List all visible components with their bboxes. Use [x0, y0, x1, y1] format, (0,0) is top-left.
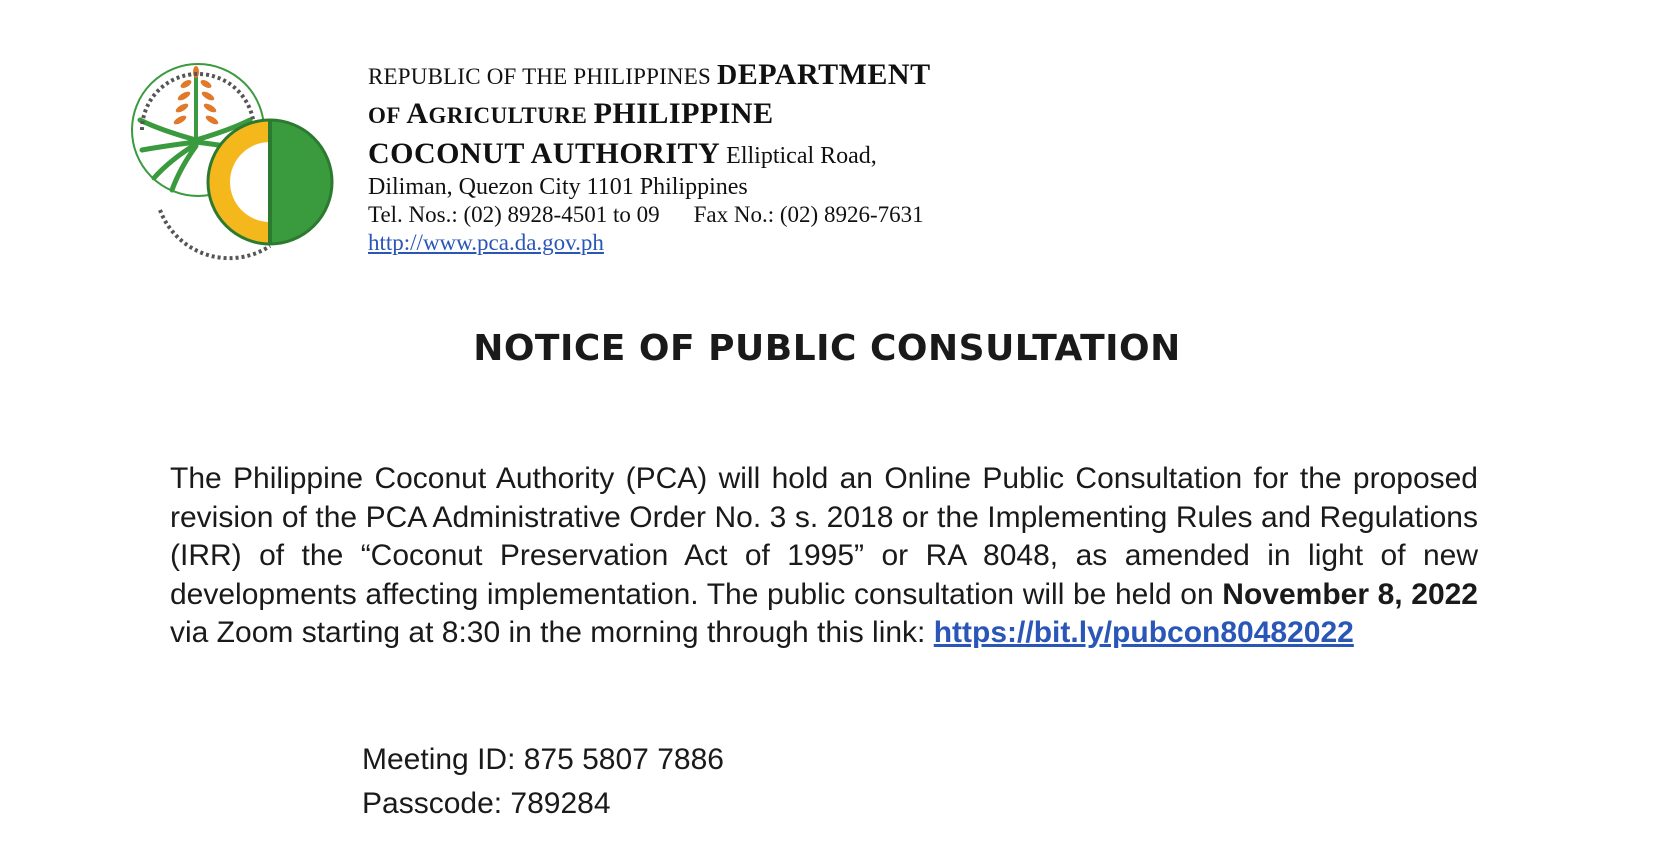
tel-numbers: Tel. Nos.: (02) 8928-4501 to 09: [368, 202, 660, 227]
agency-logo: [120, 50, 355, 265]
meeting-id: Meeting ID: 875 5807 7886: [362, 743, 724, 776]
agriculture-initial: A: [406, 97, 429, 130]
paragraph-text-2: via Zoom starting at 8:30 in the morning through this link:: [170, 616, 934, 649]
fax-number: Fax No.: (02) 8926-7631: [693, 202, 924, 227]
letterhead: [368, 56, 1068, 257]
zoom-link[interactable]: https://bit.ly/pubcon80482022: [933, 616, 1354, 649]
of-word: OF: [368, 103, 407, 128]
philippine-word: PHILIPPINE: [593, 97, 774, 130]
road-address: Elliptical Road,: [720, 143, 877, 169]
agriculture-word: GRICULTURE: [428, 103, 594, 128]
notice-title: NOTICE OF PUBLIC CONSULTATION: [473, 328, 1181, 369]
meeting-credentials: [362, 738, 724, 826]
consultation-date: November 8, 2022: [1222, 577, 1478, 611]
logo-emblem-icon: [120, 50, 355, 265]
city-address: Diliman, Quezon City 1101 Philippines: [368, 174, 748, 200]
contact-numbers: [368, 201, 1068, 229]
letterhead-line-1: [368, 56, 1068, 95]
letterhead-line-3: [368, 135, 1068, 173]
coconut-authority-name: COCONUT AUTHORITY: [368, 137, 721, 170]
department-initial: D: [716, 60, 738, 91]
website-link[interactable]: http://www.pca.da.gov.ph: [368, 230, 604, 255]
notice-paragraph: [170, 460, 1478, 653]
paragraph-text-1: The Philippine Coconut Authority (PCA) will hold an Online Public Consultation for the proposed revision of the PCA Administrative Order No. 3 s. 2018 or the Implementing Rules and Regulations (IRR) of the “Coconut Preservation Act of 1995” or RA 8048, as amended in light of new developments affecting implementation. The public consultation will be held on: [170, 462, 1478, 611]
letterhead-line-2: [368, 95, 1068, 135]
passcode: Passcode: 789284: [362, 787, 611, 820]
republic-label: REPUBLIC OF THE PHILIPPINES: [368, 64, 717, 89]
department-word: EPARTMENT: [737, 58, 931, 91]
